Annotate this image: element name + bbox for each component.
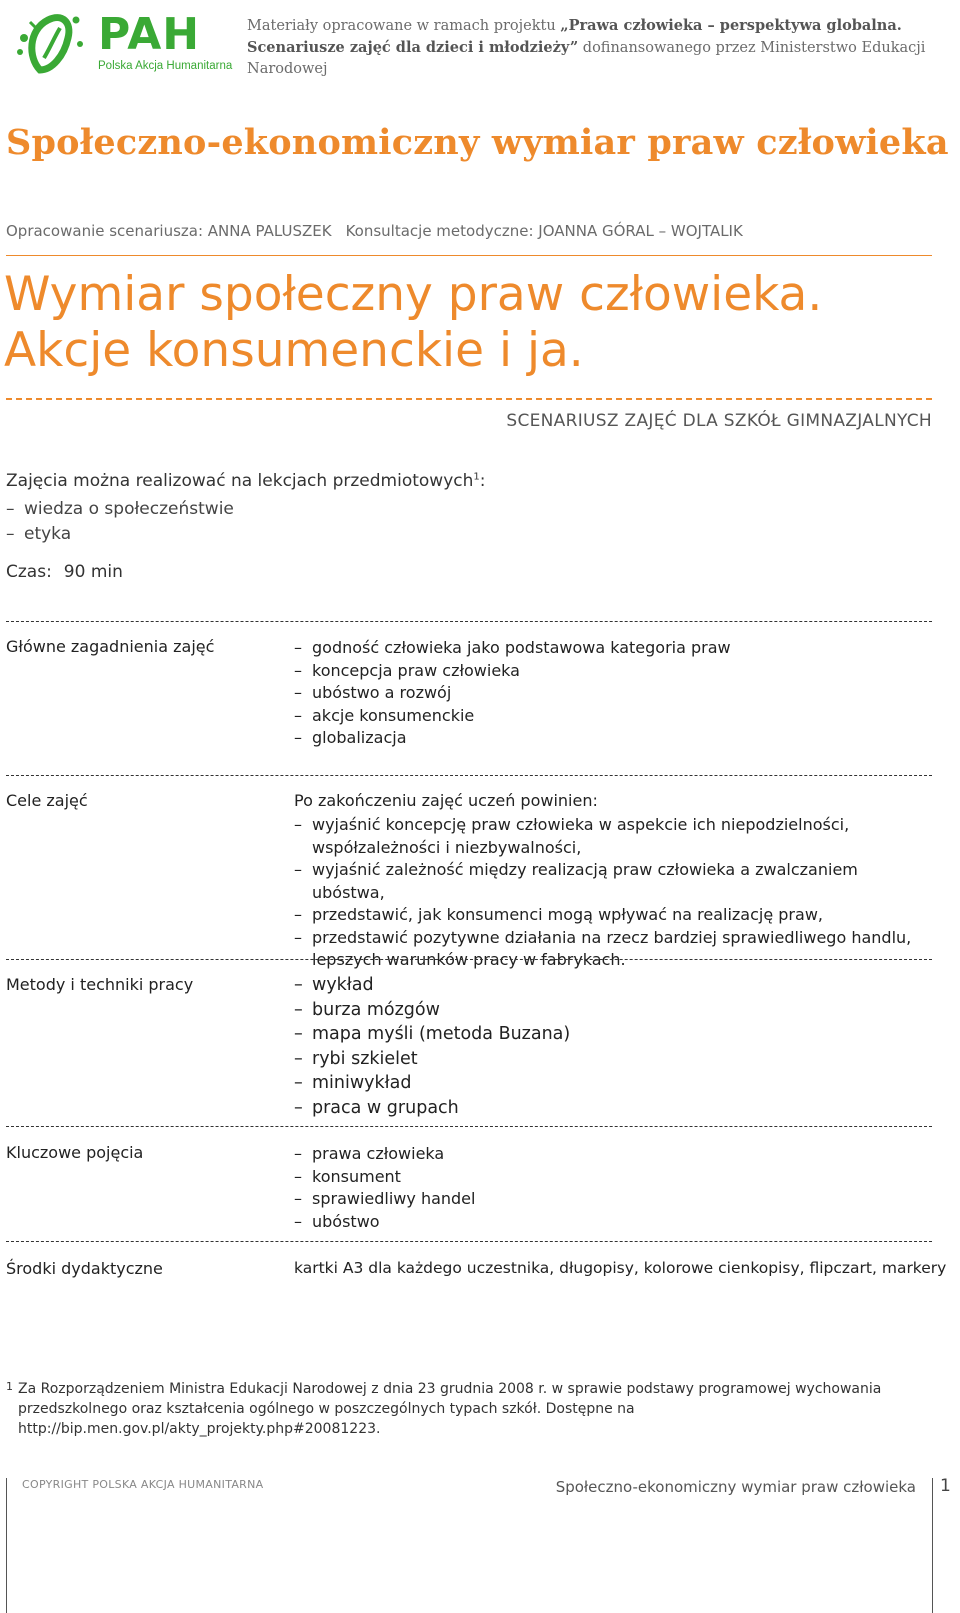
footnote	[6, 1379, 936, 1439]
scenario-title-line-1: Wymiar społeczny praw człowieka.	[4, 267, 823, 322]
logo-subtitle: Polska Akcja Humanitarna	[98, 60, 233, 72]
project-note	[247, 15, 927, 80]
goals-list	[294, 814, 934, 972]
footnote-ref: 1	[473, 471, 480, 483]
subjects-list	[6, 497, 234, 547]
time-value: 90 min	[63, 562, 123, 582]
divider	[6, 255, 932, 256]
list-item: – sprawiedliwy handel	[294, 1188, 934, 1211]
goals-label: Cele zajęć	[6, 791, 88, 810]
intro-colon: :	[479, 471, 486, 491]
list-item: – przedstawić, jak konsumenci mogą wpływać na realizację praw,	[294, 904, 934, 927]
credits	[6, 222, 743, 240]
footnote-number: 1	[6, 1380, 13, 1393]
lesson-time	[6, 562, 123, 582]
list-item: – akcje konsumenckie	[294, 705, 934, 728]
goals-lead: Po zakończeniu zajęć uczeń powinien:	[294, 791, 598, 810]
author-credit: Opracowanie scenariusza: ANNA PALUSZEK	[6, 222, 332, 240]
topics-list	[294, 637, 934, 750]
page-title: Społeczno-ekonomiczny wymiar praw człowieka	[6, 122, 949, 163]
list-item: – praca w grupach	[294, 1096, 934, 1121]
pah-logo	[10, 8, 233, 80]
materials-text: kartki A3 dla każdego uczestnika, długopisy, kolorowe cienkopisy, flipczart, markery	[294, 1259, 947, 1277]
footer-rule-left	[6, 1478, 7, 1613]
list-item: – prawa człowieka	[294, 1143, 934, 1166]
dashed-divider	[6, 775, 932, 776]
dashed-divider	[6, 398, 932, 400]
scenario-title	[4, 267, 822, 379]
list-item: – wykład	[294, 973, 934, 998]
list-item: – mapa myśli (metoda Buzana)	[294, 1022, 934, 1047]
dashed-divider	[6, 621, 932, 622]
list-item: – wyjaśnić zależność między realizacją praw człowieka a zwalczaniem ubóstwa,	[294, 859, 934, 904]
dashed-divider	[6, 1241, 932, 1242]
topics-label: Główne zagadnienia zajęć	[6, 637, 215, 656]
methods-label: Metody i techniki pracy	[6, 975, 194, 994]
list-item: – wyjaśnić koncepcję praw człowieka w aspekcie ich niepodzielności, współzależności i niezbywalności,	[294, 814, 934, 859]
list-item: – godność człowieka jako podstawowa kategoria praw	[294, 637, 934, 660]
materials-label: Środki dydaktyczne	[6, 1259, 163, 1278]
list-item: – przedstawić pozytywne działania na rzecz bardziej sprawiedliwego handlu, lepszych warunków pracy w fabrykach.	[294, 927, 934, 972]
page-number: 1	[940, 1476, 951, 1496]
list-item: – globalizacja	[294, 727, 934, 750]
dashed-divider	[6, 959, 932, 960]
pah-logo-mark-icon	[10, 8, 90, 80]
footnote-text: Za Rozporządzeniem Ministra Edukacji Narodowej z dnia 23 grudnia 2008 r. w sprawie podstawy programowej wychowania przedszkolnego oraz kształcenia ogólnego w poszczególnych typach szkół. Dostępne na http://bip.men.gov.pl/akty_projekty.php#20081223.	[18, 1381, 882, 1437]
project-note-name: „Prawa człowieka – perspektywa globalna. Scenariusze zajęć dla dzieci i młodzieży”	[247, 17, 902, 56]
consultation-credit: Konsultacje metodyczne: JOANNA GÓRAL – WOJTALIK	[345, 222, 743, 240]
list-item: – konsument	[294, 1166, 934, 1189]
scenario-title-line-2: Akcje konsumenckie i ja.	[4, 323, 584, 378]
list-item: – rybi szkielet	[294, 1047, 934, 1072]
list-item: – koncepcja praw człowieka	[294, 660, 934, 683]
footer-title: Społeczno-ekonomiczny wymiar praw człowieka	[555, 1478, 916, 1496]
list-item: – miniwykład	[294, 1071, 934, 1096]
list-item: – etyka	[6, 522, 234, 547]
school-type: SCENARIUSZ ZAJĘĆ DLA SZKÓŁ GIMNAZJALNYCH	[506, 411, 932, 431]
footer-rule-right	[932, 1478, 933, 1613]
list-item: – ubóstwo a rozwój	[294, 682, 934, 705]
list-item: – burza mózgów	[294, 998, 934, 1023]
dashed-divider	[6, 1126, 932, 1127]
list-item: – wiedza o społeczeństwie	[6, 497, 234, 522]
logo-wordmark: PAH	[98, 9, 201, 60]
concepts-list	[294, 1143, 934, 1233]
intro-text	[6, 471, 486, 491]
intro-label: Zajęcia można realizować na lekcjach przedmiotowych	[6, 471, 474, 491]
list-item: – ubóstwo	[294, 1211, 934, 1234]
copyright: COPYRIGHT POLSKA AKCJA HUMANITARNA	[22, 1478, 264, 1491]
time-label: Czas:	[6, 562, 52, 582]
concepts-label: Kluczowe pojęcia	[6, 1143, 144, 1162]
methods-list	[294, 973, 934, 1120]
project-note-suffix: dofinansowanego przez Ministerstwo Edukacji Narodowej	[247, 40, 926, 77]
project-note-prefix: Materiały opracowane w ramach projektu	[247, 18, 561, 34]
